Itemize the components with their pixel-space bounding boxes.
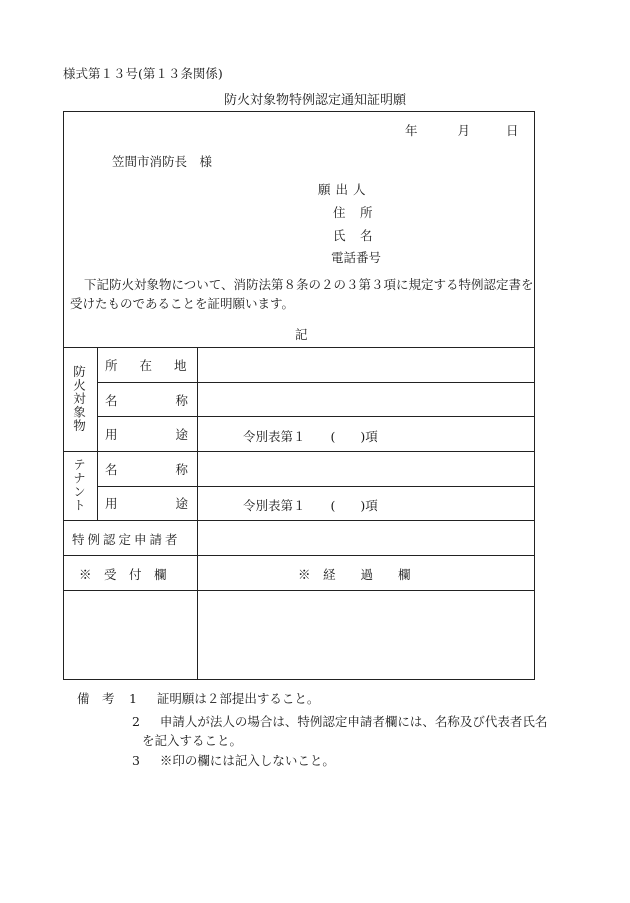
- usage-row-label-text: 用途: [105, 427, 247, 442]
- row-line: [97, 486, 535, 487]
- row-line: [63, 451, 535, 452]
- ki-marker: 記: [295, 327, 308, 342]
- row-line: [63, 590, 535, 591]
- row-line: [97, 416, 535, 417]
- name-row-label: [105, 391, 246, 409]
- location-label-text: 所在地: [105, 358, 209, 373]
- location-label: [105, 356, 209, 374]
- group-label-tenant: テナント: [71, 458, 87, 512]
- row-line: [63, 520, 535, 521]
- date-year: 年: [405, 123, 418, 138]
- name-row-label-text: 名称: [105, 393, 247, 408]
- address-label: 住 所: [333, 205, 374, 220]
- note-2: [132, 712, 547, 730]
- tenant-usage-label: [105, 494, 246, 512]
- tenant-name-label-text: 名称: [105, 462, 247, 477]
- note-text: 証明願は２部提出すること。: [156, 691, 320, 706]
- note-1: [129, 689, 319, 707]
- reception-column-label: ※ 受 付 欄: [79, 567, 167, 582]
- note-number: 2: [132, 714, 140, 729]
- usage-row-label: [105, 425, 246, 443]
- row-line: [97, 382, 535, 383]
- date-line: [405, 121, 518, 139]
- note-2-continued: を記入すること。: [142, 733, 243, 748]
- request-body-text: 下記防火対象物について、消防法第８条の２の３第３項に規定する特例認定書を受けたものであることを証明願います。: [70, 277, 534, 311]
- usage-value: 令別表第１ ( )項: [243, 429, 378, 444]
- group-label-building: 防火対象物: [71, 365, 87, 433]
- note-number: 1: [129, 691, 137, 706]
- special-applicant-label: 特例認定申請者: [72, 532, 181, 547]
- name-label: 氏 名: [333, 228, 374, 243]
- notes-heading: 備 考: [77, 691, 115, 706]
- tenant-usage-value: 令別表第１ ( )項: [243, 498, 378, 513]
- date-day: 日: [505, 123, 519, 138]
- note-number: 3: [132, 753, 140, 768]
- note-text: ※印の欄には記入しないこと。: [159, 753, 335, 768]
- date-month: 月: [457, 123, 470, 138]
- tenant-usage-label-text: 用途: [105, 496, 247, 511]
- progress-column-label: ※ 経 過 欄: [298, 567, 411, 582]
- col-line: [97, 347, 98, 520]
- table-top-line: [63, 347, 535, 348]
- document-title: 防火対象物特例認定通知証明願: [223, 93, 406, 108]
- row-line: [63, 555, 535, 556]
- addressee: 笠間市消防長 様: [112, 154, 213, 169]
- applicant-heading: 願出人: [318, 182, 371, 197]
- note-text: 申請人が法人の場合は、特例認定申請者欄には、名称及び代表者氏名: [159, 714, 548, 729]
- note-3: [132, 751, 335, 769]
- phone-label: 電話番号: [331, 250, 382, 265]
- form-number: 様式第１３号(第１３条関係): [63, 66, 223, 81]
- tenant-name-label: [105, 460, 246, 478]
